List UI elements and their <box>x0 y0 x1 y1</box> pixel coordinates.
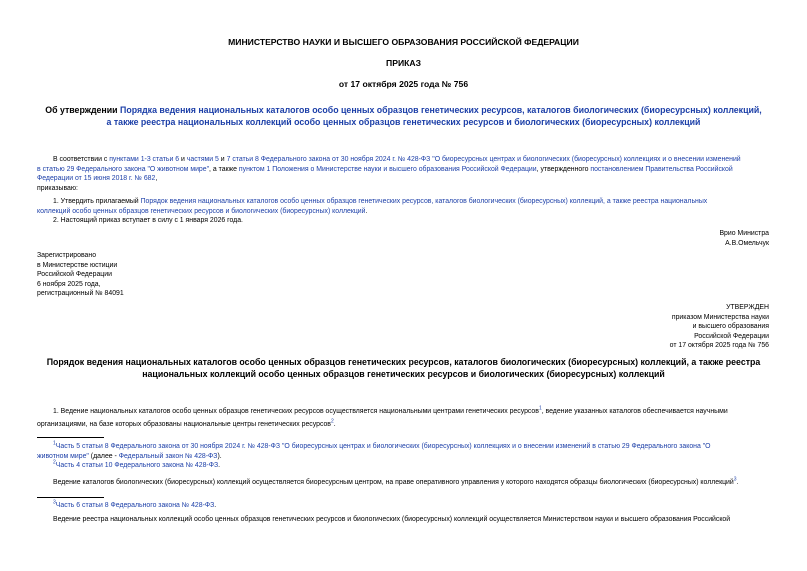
item-1-end: . <box>365 207 368 215</box>
item-2: 2. Настоящий приказ вступает в силу с 1 января 2026 года. <box>53 217 243 225</box>
footnote-3 <box>53 501 216 511</box>
footnotes-block-1 <box>37 442 772 471</box>
footnote-number: 3 <box>53 499 56 506</box>
paragraph-text: . <box>333 420 336 428</box>
paragraph-text: Ведение каталогов биологических (биоресурсных) коллекций осуществляется биоресурсным центром, на праве оперативного управления у которого находятся образцы биологических (биоресурсных) коллекций <box>53 479 734 486</box>
approved-line: Российской Федерации <box>694 332 769 340</box>
law-link[interactable]: в статью 29 Федерального закона "О животном мире" <box>37 165 210 173</box>
preamble-text: и <box>179 156 187 163</box>
preamble <box>37 155 772 193</box>
paragraph-text: организациями, на базе которых образованы национальные центры генетических ресурсов <box>37 420 331 428</box>
order-items <box>37 197 772 226</box>
footnote-divider <box>37 497 104 498</box>
order-word: приказываю: <box>37 184 78 192</box>
footnote-divider <box>37 437 104 438</box>
footnote-law-link[interactable]: Часть 4 статьи 10 Федерального закона № 428-ФЗ <box>55 462 219 470</box>
law-link[interactable]: частями 5 <box>186 156 219 163</box>
footnote-ref[interactable]: 2 <box>330 418 334 425</box>
registration-line: Российской Федерации <box>37 271 112 279</box>
paragraph-1 <box>37 407 772 429</box>
footnote-number: 2 <box>53 459 56 466</box>
signature-block <box>719 229 769 248</box>
title-prefix: Об утверждении <box>45 105 120 115</box>
footnote-law-link[interactable]: Часть 6 статьи 8 Федерального закона № 428-ФЗ <box>55 502 215 509</box>
procedure-link-cont[interactable]: а также реестра национальных коллекций особо ценных образцов генетических ресурсов и биологических (биоресурсных) коллекций <box>106 117 701 127</box>
paragraph-2 <box>53 478 738 488</box>
signer-position: Врио Министра <box>719 230 769 237</box>
procedure-link[interactable]: Порядок ведения национальных каталогов особо ценных образцов генетических ресурсов, каталогов биологических (биоресурсных) коллекций, а также реестра национальных <box>140 198 708 205</box>
footnote-number: 1 <box>53 440 56 447</box>
approved-block <box>670 303 769 351</box>
footnote-ref[interactable]: 1 <box>538 405 542 412</box>
footnote-ref[interactable]: 3 <box>733 476 737 483</box>
registration-line: в Министерстве юстиции <box>37 261 118 269</box>
preamble-text: и <box>218 156 227 163</box>
signer-name: А.В.Омельчук <box>725 239 769 247</box>
item-1-text: 1. Утвердить прилагаемый <box>53 198 141 205</box>
order-date-number: от 17 октября 2025 года № 756 <box>338 79 469 89</box>
footnote-text: ). <box>217 452 222 460</box>
approved-heading: УТВЕРЖДЕН <box>726 304 769 311</box>
approved-line: от 17 октября 2025 года № 756 <box>669 342 769 350</box>
approved-line: приказом Министерства науки <box>671 313 769 321</box>
footnote-law-link[interactable]: Федеральный закон № 428-ФЗ <box>118 452 218 460</box>
procedure-title-line: национальных коллекций особо ценных образцов генетических ресурсов и биологических (биоресурсных) коллекций <box>142 369 665 379</box>
preamble-text: , а также <box>209 165 239 173</box>
law-link[interactable]: пунктами 1-3 статьи 6 <box>109 156 180 163</box>
paragraph-3: Ведение реестра национальных коллекций особо ценных образцов генетических ресурсов и биологических (биоресурсных) коллекций осуществляется Министерством науки и высшего образования Российской <box>53 516 731 523</box>
registration-line: 6 ноября 2025 года, <box>37 280 101 288</box>
paragraph-text: . <box>736 479 739 486</box>
procedure-title <box>0 356 807 380</box>
footnote-law-link[interactable]: Часть 5 статьи 8 Федерального закона от 30 ноября 2024 г. № 428-ФЗ "О биоресурсных центрах и биологических (биоресурсных) коллекциях и о внесении изменений в статью 29 Федерального закона "О <box>55 443 711 450</box>
footnote-law-link[interactable]: животном мире" <box>37 452 89 460</box>
law-link[interactable]: 7 статьи 8 Федерального закона от 30 ноября 2024 г. № 428-ФЗ "О биоресурсных центрах и биологических (биоресурсных) коллекциях и о внесении изменений <box>226 156 741 163</box>
registration-line: Зарегистрировано <box>37 252 97 259</box>
order-title <box>0 104 807 128</box>
doc-type-heading: ПРИКАЗ <box>386 58 421 68</box>
footnote-text: . <box>214 502 217 509</box>
procedure-link[interactable]: Порядка ведения национальных каталогов особо ценных образцов генетических ресурсов, каталогов биологических (биоресурсных) коллекций, <box>120 105 762 115</box>
procedure-link-cont[interactable]: коллекций особо ценных образцов генетических ресурсов и биологических (биоресурсных) коллекций <box>37 207 366 215</box>
paragraph-text: , ведение указанных каталогов обеспечивается научными <box>541 408 728 415</box>
registration-block <box>37 251 124 299</box>
footnote-text: (далее - <box>88 452 119 460</box>
preamble-text: , <box>155 175 158 183</box>
preamble-text: В соответствии с <box>53 156 110 163</box>
decree-link[interactable]: постановлением Правительства Российской <box>590 165 733 173</box>
preamble-text: , утвержденного <box>536 165 591 173</box>
procedure-title-line: Порядок ведения национальных каталогов особо ценных образцов генетических ресурсов, каталогов биологических (биоресурсных) коллекций, а также реестра <box>46 357 761 367</box>
regulation-link[interactable]: пунктом 1 Положения о Министерстве науки и высшего образования Российской Федерации <box>238 165 537 173</box>
registration-line: регистрационный № 84091 <box>37 290 124 298</box>
footnote-text: . <box>218 462 221 470</box>
approved-line: и высшего образования <box>692 323 769 331</box>
ministry-heading: МИНИСТЕРСТВО НАУКИ И ВЫСШЕГО ОБРАЗОВАНИЯ РОССИЙСКОЙ ФЕДЕРАЦИИ <box>228 37 579 47</box>
decree-link[interactable]: Федерации от 15 июня 2018 г. № 682 <box>37 175 156 183</box>
paragraph-text: 1. Ведение национальных каталогов особо ценных образцов генетических ресурсов осуществляется национальными центрами генетических ресурсов <box>53 408 539 415</box>
